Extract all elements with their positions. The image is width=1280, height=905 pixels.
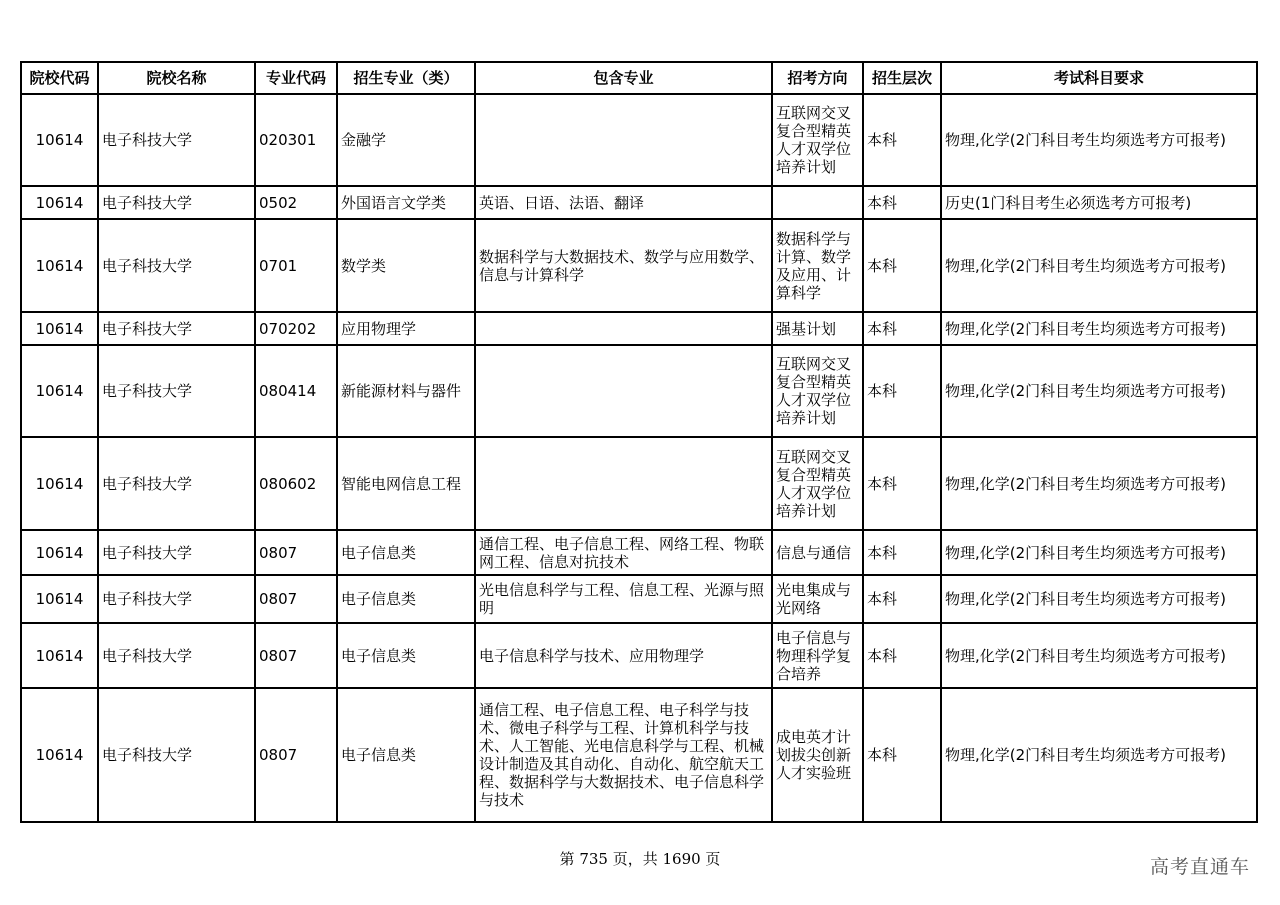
- table-row: [21, 437, 1257, 530]
- cell-school-code: 10614: [21, 575, 98, 623]
- header-major: 招生专业（类）: [337, 62, 475, 94]
- cell-level: 本科: [863, 437, 941, 530]
- cell-major-code: 0807: [255, 688, 337, 822]
- cell-level: 本科: [863, 312, 941, 345]
- cell-major-code: 0807: [255, 623, 337, 688]
- cell-school-code: 10614: [21, 688, 98, 822]
- cell-major-code: 020301: [255, 94, 337, 186]
- cell-major: 电子信息类: [337, 688, 475, 822]
- cell-school-code: 10614: [21, 437, 98, 530]
- table-row: [21, 219, 1257, 312]
- cell-major: 数学类: [337, 219, 475, 312]
- cell-subject-requirement: 物理,化学(2门科目考生均须选考方可报考): [941, 312, 1257, 345]
- cell-subject-requirement: 物理,化学(2门科目考生均须选考方可报考): [941, 219, 1257, 312]
- cell-major: 电子信息类: [337, 575, 475, 623]
- cell-major-code: 0701: [255, 219, 337, 312]
- cell-school-code: 10614: [21, 219, 98, 312]
- cell-included-majors: 通信工程、电子信息工程、电子科学与技术、微电子科学与工程、计算机科学与技术、人工智能、光电信息科学与工程、机械设计制造及其自动化、自动化、航空航天工程、数据科学与大数据技术、电子信息科学与技术: [475, 688, 772, 822]
- cell-level: 本科: [863, 688, 941, 822]
- cell-school-name: 电子科技大学: [98, 437, 255, 530]
- cell-subject-requirement: 物理,化学(2门科目考生均须选考方可报考): [941, 623, 1257, 688]
- cell-school-code: 10614: [21, 312, 98, 345]
- page-number: 第 735 页，共 1690 页: [559, 850, 721, 868]
- table-row: [21, 688, 1257, 822]
- cell-level: 本科: [863, 530, 941, 575]
- header-school-code: 院校代码: [21, 62, 98, 94]
- cell-subject-requirement: 物理,化学(2门科目考生均须选考方可报考): [941, 530, 1257, 575]
- cell-level: 本科: [863, 575, 941, 623]
- cell-level: 本科: [863, 219, 941, 312]
- cell-school-code: 10614: [21, 94, 98, 186]
- cell-subject-requirement: 物理,化学(2门科目考生均须选考方可报考): [941, 94, 1257, 186]
- cell-direction: 互联网交叉复合型精英人才双学位培养计划: [772, 94, 863, 186]
- cell-included-majors: [475, 94, 772, 186]
- cell-major: 电子信息类: [337, 623, 475, 688]
- cell-school-code: 10614: [21, 186, 98, 219]
- cell-school-code: 10614: [21, 530, 98, 575]
- cell-school-name: 电子科技大学: [98, 530, 255, 575]
- cell-school-name: 电子科技大学: [98, 688, 255, 822]
- cell-included-majors: [475, 437, 772, 530]
- header-major-code: 专业代码: [255, 62, 337, 94]
- cell-school-name: 电子科技大学: [98, 623, 255, 688]
- table-row: [21, 575, 1257, 623]
- cell-subject-requirement: 历史(1门科目考生必须选考方可报考): [941, 186, 1257, 219]
- cell-school-name: 电子科技大学: [98, 575, 255, 623]
- table-row: [21, 530, 1257, 575]
- cell-direction: 互联网交叉复合型精英人才双学位培养计划: [772, 437, 863, 530]
- cell-direction: 信息与通信: [772, 530, 863, 575]
- cell-major: 智能电网信息工程: [337, 437, 475, 530]
- cell-direction: 成电英才计划拔尖创新人才实验班: [772, 688, 863, 822]
- cell-major: 外国语言文学类: [337, 186, 475, 219]
- cell-included-majors: 通信工程、电子信息工程、网络工程、物联网工程、信息对抗技术: [475, 530, 772, 575]
- table-row: [21, 186, 1257, 219]
- cell-direction: [772, 186, 863, 219]
- cell-direction: 互联网交叉复合型精英人才双学位培养计划: [772, 345, 863, 437]
- cell-school-name: 电子科技大学: [98, 94, 255, 186]
- cell-level: 本科: [863, 94, 941, 186]
- cell-included-majors: 电子信息科学与技术、应用物理学: [475, 623, 772, 688]
- cell-subject-requirement: 物理,化学(2门科目考生均须选考方可报考): [941, 688, 1257, 822]
- cell-included-majors: [475, 312, 772, 345]
- cell-school-code: 10614: [21, 623, 98, 688]
- header-school-name: 院校名称: [98, 62, 255, 94]
- table-row: [21, 94, 1257, 186]
- cell-direction: 电子信息与物理科学复合培养: [772, 623, 863, 688]
- cell-subject-requirement: 物理,化学(2门科目考生均须选考方可报考): [941, 437, 1257, 530]
- header-direction: 招考方向: [772, 62, 863, 94]
- cell-major: 电子信息类: [337, 530, 475, 575]
- cell-major-code: 080602: [255, 437, 337, 530]
- cell-included-majors: [475, 345, 772, 437]
- table-row: [21, 312, 1257, 345]
- cell-major-code: 0502: [255, 186, 337, 219]
- cell-school-name: 电子科技大学: [98, 186, 255, 219]
- admissions-table: [20, 61, 1258, 823]
- table-row: [21, 345, 1257, 437]
- cell-direction: 数据科学与计算、数学及应用、计算科学: [772, 219, 863, 312]
- cell-included-majors: 英语、日语、法语、翻译: [475, 186, 772, 219]
- cell-subject-requirement: 物理,化学(2门科目考生均须选考方可报考): [941, 345, 1257, 437]
- header-level: 招生层次: [863, 62, 941, 94]
- table-row: [21, 623, 1257, 688]
- cell-major: 新能源材料与器件: [337, 345, 475, 437]
- cell-included-majors: 光电信息科学与工程、信息工程、光源与照明: [475, 575, 772, 623]
- cell-direction: 强基计划: [772, 312, 863, 345]
- cell-included-majors: 数据科学与大数据技术、数学与应用数学、信息与计算科学: [475, 219, 772, 312]
- cell-major-code: 070202: [255, 312, 337, 345]
- cell-school-name: 电子科技大学: [98, 312, 255, 345]
- cell-level: 本科: [863, 345, 941, 437]
- watermark-logo-text: 高考直通车: [1149, 856, 1250, 878]
- cell-major-code: 0807: [255, 530, 337, 575]
- cell-subject-requirement: 物理,化学(2门科目考生均须选考方可报考): [941, 575, 1257, 623]
- cell-major: 应用物理学: [337, 312, 475, 345]
- header-row: [21, 62, 1257, 94]
- cell-major-code: 0807: [255, 575, 337, 623]
- cell-major-code: 080414: [255, 345, 337, 437]
- cell-level: 本科: [863, 186, 941, 219]
- cell-school-name: 电子科技大学: [98, 219, 255, 312]
- cell-direction: 光电集成与光网络: [772, 575, 863, 623]
- header-subject-requirement: 考试科目要求: [941, 62, 1257, 94]
- cell-level: 本科: [863, 623, 941, 688]
- cell-school-name: 电子科技大学: [98, 345, 255, 437]
- header-included-majors: 包含专业: [475, 62, 772, 94]
- cell-major: 金融学: [337, 94, 475, 186]
- cell-school-code: 10614: [21, 345, 98, 437]
